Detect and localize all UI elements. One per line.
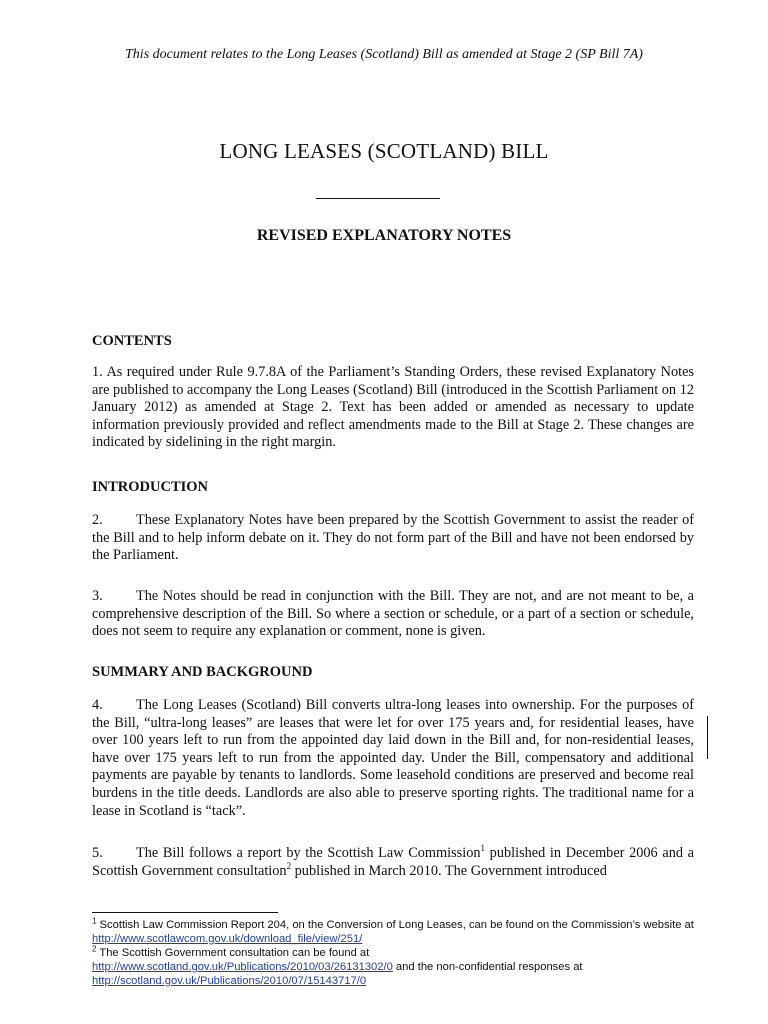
document-subtitle: REVISED EXPLANATORY NOTES — [256, 227, 512, 244]
title-divider — [316, 198, 440, 199]
paragraph-5-number: 5. — [92, 845, 103, 861]
paragraph-1-number: 1. — [92, 364, 103, 380]
footnote-2 — [92, 946, 698, 960]
footnotes — [92, 918, 698, 988]
footnote-2-text-mid: and the non-confidential responses at — [392, 961, 583, 973]
paragraph-5-text-a: The Bill follows a report by the Scottish Law Commission — [136, 845, 481, 861]
paragraph-5 — [92, 845, 694, 880]
paragraph-2 — [92, 512, 694, 565]
footnote-ref-2[interactable]: 2 — [286, 860, 292, 871]
paragraph-3 — [92, 588, 694, 641]
paragraph-1-text: As required under Rule 9.7.8A of the Parliament’s Standing Orders, these revised Explanatory Notes are published to accompany the Long Leases (Scotland) Bill (introduced in the Scottish Parliament on 12 January 2012) as amended at Stage 2. Text has been added or amended as necessary to update information previously provided and reflect amendments made to the Bill at Stage 2. These changes are indicated by sidelining in the right margin. — [92, 364, 694, 451]
footnote-1-link[interactable]: http://www.scotlawcom.gov.uk/download_file/view/251/ — [92, 933, 363, 945]
paragraph-3-number: 3. — [92, 588, 103, 604]
paragraph-4 — [92, 697, 694, 820]
document-title: LONG LEASES (SCOTLAND) BILL — [219, 139, 549, 163]
footnote-1-number: 1 — [92, 916, 97, 926]
introduction-heading: INTRODUCTION — [92, 479, 209, 495]
paragraph-3-text: The Notes should be read in conjunction with the Bill. They are not, and are not meant to be, a comprehensive description of the Bill. So where a section or schedule, or a part of a section or schedule, does not seem to require any explanation or comment, none is given. — [92, 588, 694, 640]
paragraph-4-number: 4. — [92, 697, 103, 713]
paragraph-1 — [92, 364, 694, 452]
footnote-2-continued — [92, 960, 698, 974]
paragraph-4-text: The Long Leases (Scotland) Bill converts ultra-long leases into ownership. For the purposes of the Bill, “ultra-long leases” are leases that were let for over 175 years and, for residential leases, have over 100 years left to run from the appointed day laid down in the Bill and, for non-residential leases, have over 175 years left to run from the appointed day. Under the Bill, compensatory and additional payments are payable by tenants to landlords. Some leasehold conditions are preserved and become real burdens in the title deeds. Landlords are also able to preserve sporting rights. The traditional name for a lease in Scotland is “tack”. — [92, 697, 694, 819]
contents-heading: CONTENTS — [92, 333, 172, 349]
footnote-2-final — [92, 974, 698, 988]
header-note: This document relates to the Long Leases (Scotland) Bill as amended at Stage 2 (SP Bill 7A) — [125, 47, 643, 62]
footnote-2-number: 2 — [92, 944, 97, 954]
footnote-2-link-responses[interactable]: http://scotland.gov.uk/Publications/2010/07/15143717/0 — [92, 975, 367, 987]
footnote-1-text: Scottish Law Commission Report 204, on the Conversion of Long Leases, can be found on the Commission’s website at — [96, 919, 694, 931]
footnote-1 — [92, 918, 698, 946]
footnote-ref-1[interactable]: 1 — [480, 843, 486, 854]
paragraph-5-text-c: published in March 2010. The Government introduced — [291, 862, 607, 879]
footnote-divider — [92, 912, 278, 913]
paragraph-5-text-b: published in December 2006 and a Scottish Government consultation — [92, 845, 694, 879]
footnote-2-link-consultation[interactable]: http://www.scotland.gov.uk/Publications/2010/03/26131302/0 — [92, 961, 393, 973]
summary-heading: SUMMARY AND BACKGROUND — [92, 664, 313, 680]
footnote-2-text: The Scottish Government consultation can be found at — [96, 947, 370, 959]
paragraph-2-number: 2. — [92, 512, 103, 528]
paragraph-2-text: These Explanatory Notes have been prepared by the Scottish Government to assist the reader of the Bill and to help inform debate on it. They do not form part of the Bill and have not been endorsed by the Parliament. — [92, 512, 694, 564]
amendment-sideline — [707, 716, 708, 759]
